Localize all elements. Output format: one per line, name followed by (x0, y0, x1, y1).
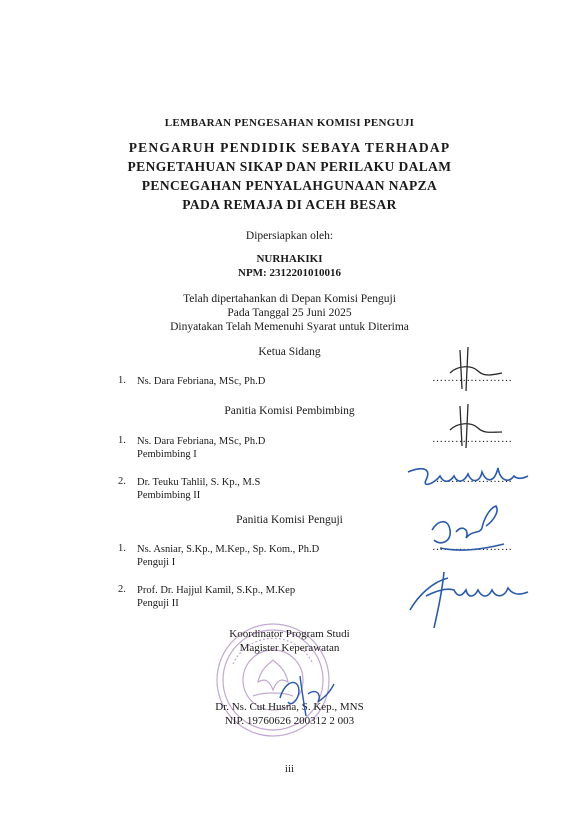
coordinator-line: Magister Keperawatan (239, 642, 340, 654)
thesis-title-line: PADA REMAJA DI ACEH BESAR (182, 197, 397, 212)
defense-statement (0, 292, 579, 334)
thesis-title-line: PENCEGAHAN PENYALAHGUNAAN NAPZA (141, 178, 438, 193)
thesis-title (0, 138, 579, 214)
examiners-heading: Panitia Komisi Penguji (236, 514, 343, 526)
signature-program-head (270, 666, 340, 721)
supervisor-2-role: Pembimbing II (137, 490, 201, 501)
examiner-2-role: Penguji II (137, 598, 179, 609)
supervisor-2-signature-line: ………………… (432, 473, 513, 485)
supervisor-2-name: Dr. Teuku Tahlil, S. Kp., M.S (137, 477, 261, 488)
coordinator-line: Koordinator Program Studi (229, 628, 350, 640)
author-name: NURHAKIKI (256, 253, 323, 265)
supervisor-1-signature-line: ………………… (432, 433, 513, 445)
examiner-2 (137, 584, 295, 610)
examiner-2-name: Prof. Dr. Hajjul Kamil, S.Kp., M.Kep (137, 585, 296, 596)
supervisor-2 (137, 476, 260, 502)
examiner-1-number: 1. (118, 543, 126, 554)
defense-line: Dinyatakan Telah Memenuhi Syarat untuk Diterima (170, 321, 409, 333)
supervisor-1-role: Pembimbing I (137, 449, 197, 460)
signature-examiner-2 (404, 562, 534, 632)
chair-number: 1. (118, 375, 126, 386)
chair-name: Ns. Dara Febriana, MSc, Ph.D (137, 376, 266, 387)
author-block (0, 252, 579, 280)
examiner-1 (137, 543, 319, 569)
supervisors-heading: Panitia Komisi Pembimbing (224, 405, 355, 417)
page-number: iii (284, 763, 295, 775)
signature-examiner-1 (420, 500, 510, 560)
chair-signature-line: ………………… (432, 372, 513, 384)
supervisor-1-number: 1. (118, 435, 126, 446)
supervisor-1 (137, 435, 265, 461)
examiner-1-signature-line: ………………… (432, 541, 513, 553)
program-head-nip: NIP. 19760626 200312 2 003 (224, 715, 355, 727)
defense-line: Pada Tanggal 25 Juni 2025 (227, 307, 352, 319)
author-npm: NPM: 2312201010016 (238, 267, 341, 279)
supervisor-1-name: Ns. Dara Febriana, MSc, Ph.D (137, 436, 266, 447)
examiner-2-number: 2. (118, 584, 126, 595)
examiner-1-name: Ns. Asniar, S.Kp., M.Kep., Sp. Kom., Ph.D (137, 544, 320, 555)
examiner-1-role: Penguji I (137, 557, 176, 568)
sheet-title: LEMBARAN PENGESAHAN KOMISI PENGUJI (164, 117, 415, 129)
supervisor-2-number: 2. (118, 476, 126, 487)
defense-line: Telah dipertahankan di Depan Komisi Penguji (183, 293, 396, 305)
program-head-name: Dr. Ns. Cut Husna, S. Kep., MNS (215, 701, 364, 713)
thesis-title-line: PENGETAHUAN SIKAP DAN PERILAKU DALAM (127, 159, 452, 174)
thesis-title-line: PENGARUH PENDIDIK SEBAYA TERHADAP (128, 140, 451, 155)
signature-chair (442, 345, 512, 395)
chair-heading: Ketua Sidang (258, 346, 321, 358)
signature-supervisor-1 (442, 402, 512, 452)
prepared-by-label: Dipersiapkan oleh: (245, 230, 334, 242)
signature-supervisor-2 (402, 458, 532, 498)
